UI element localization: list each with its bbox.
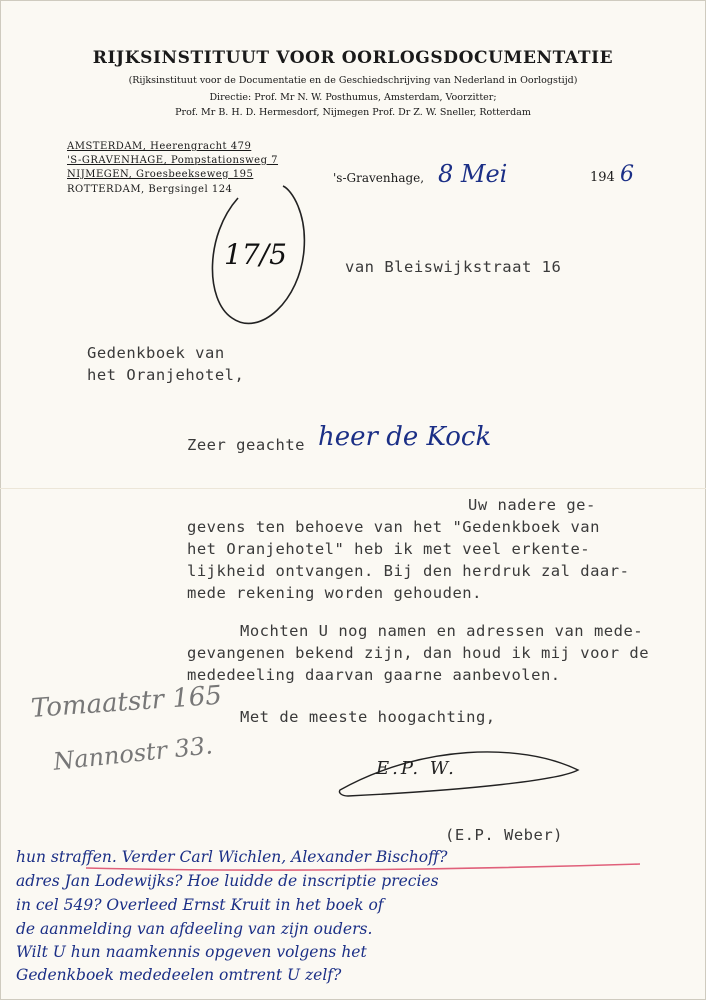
institute-name: RIJKSINSTITUUT VOOR OORLOGSDOCUMENTATIE (92, 48, 614, 68)
pencil-note-1: Tomaatstr 165 (30, 680, 223, 724)
office-den-haag: 'S-GRAVENHAGE, Pompstationsweg 7 (67, 155, 279, 166)
body-para2-line3: mededeeling daarvan gaarne aanbevolen. (187, 666, 561, 684)
margin-note: 17/5 (224, 238, 287, 271)
footer-line-4: de aanmelding van afdeeling van zijn ouders. (16, 920, 373, 938)
footer-line-3: in cel 549? Overleed Ernst Kruit in het boek of (16, 896, 384, 914)
signature-scribble: E.P. W. (376, 758, 457, 779)
office-rotterdam: ROTTERDAM, Bergsingel 124 (67, 184, 233, 195)
subject-line-1: Gedenkboek van (87, 344, 225, 362)
subject-line-2: het Oranjehotel, (87, 366, 245, 384)
body-para1-line1: Uw nadere ge- (468, 496, 596, 514)
institute-full-name: (Rijksinstituut voor de Documentatie en de Geschiedschrijving van Nederland in Oorlogstijd) (128, 75, 578, 86)
body-para2-line1: Mochten U nog namen en adressen van mede- (240, 622, 644, 640)
recipient-address: van Bleiswijkstraat 16 (345, 258, 562, 276)
board-line-1: Directie: Prof. Mr N. W. Posthumus, Amsterdam, Voorzitter; (209, 92, 497, 103)
red-underline (86, 864, 640, 870)
signature-flourish (339, 752, 578, 796)
year-printed: 194 (590, 170, 615, 185)
office-nijmegen: NIJMEGEN, Groesbeekseweg 195 (67, 169, 254, 180)
body-para1-line4: lijkheid ontvangen. Bij den herdruk zal daar- (187, 562, 630, 580)
date-handwritten: 8 Mei (438, 160, 508, 188)
closing: Met de meeste hoogachting, (240, 708, 496, 726)
salutation-handwritten: heer de Kock (318, 422, 492, 452)
footer-line-5: Wilt U hun naamkennis opgeven volgens het (16, 943, 367, 961)
pencil-note-2: Nannostr 33. (52, 731, 214, 776)
office-amsterdam: AMSTERDAM, Heerengracht 479 (67, 141, 252, 152)
footer-line-1: hun straffen. Verder Carl Wichlen, Alexander Bischoff? (16, 848, 448, 866)
salutation-printed: Zeer geachte (187, 436, 305, 454)
body-para1-line3: het Oranjehotel" heb ik met veel erkente- (187, 540, 591, 558)
body-para1-line2: gevens ten behoeve van het "Gedenkboek van (187, 518, 600, 536)
board-line-2: Prof. Mr B. H. D. Hermesdorf, Nijmegen Prof. Dr Z. W. Sneller, Rotterdam (175, 107, 531, 118)
body-para2-line2: gevangenen bekend zijn, dan houd ik mij voor de (187, 644, 650, 662)
margin-note-circle (212, 186, 304, 323)
body-para1-line5: mede rekening worden gehouden. (187, 584, 482, 602)
printed-name: (E.P. Weber) (445, 826, 563, 844)
footer-line-2: adres Jan Lodewijks? Hoe luidde de inscriptie precies (16, 872, 439, 890)
footer-line-6: Gedenkboek mededeelen omtrent U zelf? (16, 966, 342, 984)
place-label: 's-Gravenhage, (333, 171, 425, 185)
year-handwritten: 6 (620, 162, 634, 187)
